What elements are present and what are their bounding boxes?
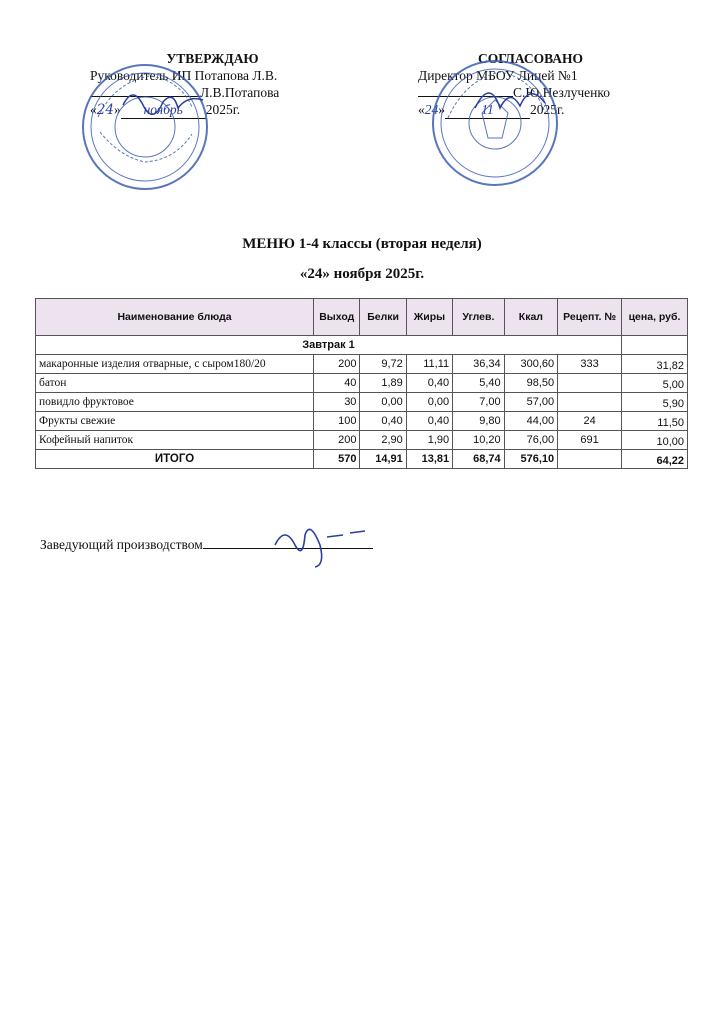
header-protein: Белки — [360, 299, 406, 336]
signature-left — [118, 80, 208, 120]
footer-label: Заведующий производством — [40, 537, 203, 552]
dish-fat: 0,00 — [406, 393, 452, 412]
dish-protein: 2,90 — [360, 431, 406, 450]
approval-date-year: 2025г. — [530, 102, 565, 117]
total-carbs: 68,74 — [453, 450, 505, 469]
signature-right — [470, 78, 550, 123]
dish-fat: 0,40 — [406, 412, 452, 431]
dish-recipe: 24 — [558, 412, 622, 431]
dish-kcal: 44,00 — [504, 412, 558, 431]
dish-fat: 0,40 — [406, 374, 452, 393]
dish-price: 10,00 — [622, 431, 688, 450]
approval-signature-name: Л.В.Потапова — [200, 85, 280, 100]
dish-carbs: 10,20 — [453, 431, 505, 450]
header-recipe: Рецепт. № — [558, 299, 622, 336]
dish-carbs: 36,34 — [453, 355, 505, 374]
dish-kcal: 57,00 — [504, 393, 558, 412]
approval-heading: УТВЕРЖДАЮ — [166, 51, 259, 66]
dish-output: 200 — [314, 431, 360, 450]
table-row — [36, 393, 688, 412]
dish-fat: 1,90 — [406, 431, 452, 450]
total-row — [36, 450, 688, 469]
dish-name: повидло фруктовое — [36, 393, 314, 412]
dish-recipe — [558, 393, 622, 412]
approval-date-year: 2025г. — [205, 102, 241, 117]
signature-footer — [265, 515, 375, 570]
approval-position: Руководитель ИП Потапова Л.В. — [90, 68, 278, 83]
approval-date-day: 24 — [96, 102, 114, 118]
total-label: ИТОГО — [36, 450, 314, 469]
dish-output: 30 — [314, 393, 360, 412]
dish-fat: 11,11 — [406, 355, 452, 374]
dish-kcal: 76,00 — [504, 431, 558, 450]
dish-carbs: 5,40 — [453, 374, 505, 393]
dish-price: 31,82 — [622, 355, 688, 374]
dish-name: макаронные изделия отварные, с сыром180/20 — [36, 355, 314, 374]
total-recipe — [558, 450, 622, 469]
dish-recipe: 691 — [558, 431, 622, 450]
approval-date-month: 11 — [445, 101, 530, 119]
dish-name: батон — [36, 374, 314, 393]
menu-date: «24» ноября 2025г. — [299, 266, 425, 282]
dish-recipe: 333 — [558, 355, 622, 374]
table-row — [36, 431, 688, 450]
approval-signature-name: С.Ю.Незлученко — [513, 85, 610, 100]
dish-name: Кофейный напиток — [36, 431, 314, 450]
dish-carbs: 7,00 — [453, 393, 505, 412]
table-row — [36, 412, 688, 431]
total-protein: 14,91 — [360, 450, 406, 469]
dish-price: 11,50 — [622, 412, 688, 431]
header-output: Выход — [314, 299, 360, 336]
header-fat: Жиры — [406, 299, 452, 336]
header-kcal: Ккал — [504, 299, 558, 336]
section-row — [36, 336, 688, 355]
menu-title: МЕНЮ 1-4 классы (вторая неделя) — [242, 236, 482, 252]
header-carbs: Углев. — [453, 299, 505, 336]
dish-output: 40 — [314, 374, 360, 393]
dish-price: 5,00 — [622, 374, 688, 393]
dish-protein: 1,89 — [360, 374, 406, 393]
header-price: цена, руб. — [622, 299, 688, 336]
approval-date-line: «24» 11 2025г. — [418, 102, 565, 117]
dish-kcal: 300,60 — [504, 355, 558, 374]
dish-output: 100 — [314, 412, 360, 431]
dish-carbs: 9,80 — [453, 412, 505, 431]
total-fat: 13,81 — [406, 450, 452, 469]
dish-protein: 9,72 — [360, 355, 406, 374]
total-kcal: 576,10 — [504, 450, 558, 469]
section-title: Завтрак 1 — [36, 336, 622, 355]
dish-kcal: 98,50 — [504, 374, 558, 393]
table-row — [36, 355, 688, 374]
approval-date-month: ноябрь — [121, 101, 206, 119]
table-row — [36, 374, 688, 393]
dish-recipe — [558, 374, 622, 393]
total-price: 64,22 — [622, 450, 688, 469]
menu-table — [35, 298, 688, 469]
dish-protein: 0,00 — [360, 393, 406, 412]
header-name: Наименование блюда — [36, 299, 314, 336]
approval-date-day: 24 — [424, 102, 439, 117]
table-header-row — [36, 299, 688, 336]
approval-heading: СОГЛАСОВАНО — [477, 51, 584, 66]
dish-price: 5,90 — [622, 393, 688, 412]
dish-protein: 0,40 — [360, 412, 406, 431]
approval-date-line: «24» ноябрь 2025г. — [90, 102, 241, 118]
approval-position: Директор МБОУ Лицей №1 — [418, 68, 578, 83]
dish-name: Фрукты свежие — [36, 412, 314, 431]
dish-output: 200 — [314, 355, 360, 374]
total-output: 570 — [314, 450, 360, 469]
